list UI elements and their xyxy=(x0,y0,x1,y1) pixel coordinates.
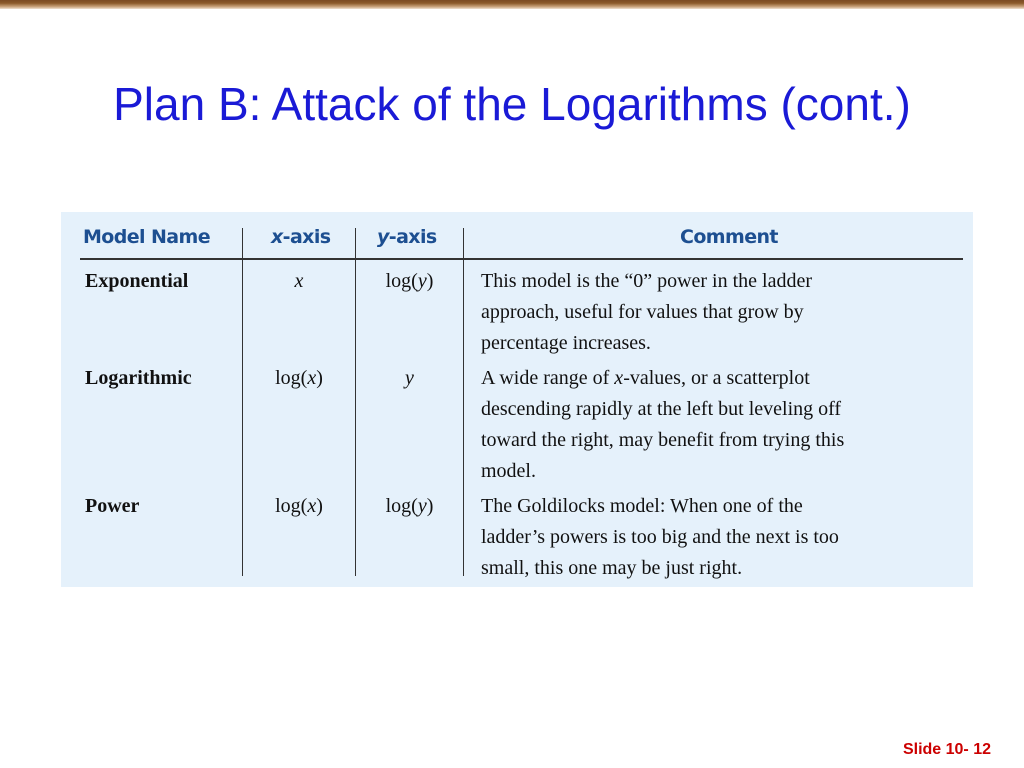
row-logarithmic-y: y xyxy=(405,367,414,389)
header-model-name: Model Name xyxy=(83,226,210,248)
row-logarithmic-comment: A wide range of x-values, or a scatterplot descending rapidly at the left but leveling off toward the right, may benefit from trying this model. xyxy=(481,367,845,482)
row-power-y: log(y) xyxy=(385,495,434,517)
row-exponential-y: log(y) xyxy=(385,270,434,292)
row-power-comment: The Goldilocks model: When one of the ladder’s powers is too big and the next is too small, this one may be just right. xyxy=(481,495,839,579)
row-exponential-comment: This model is the “0” power in the ladder approach, useful for values that grow by percentage increases. xyxy=(481,270,813,354)
row-exponential-x: x xyxy=(294,270,304,292)
row-logarithmic-x: log(x) xyxy=(275,367,323,389)
top-decorative-bar xyxy=(0,0,1024,9)
row-logarithmic-name: Logarithmic xyxy=(85,367,192,389)
slide-number: Slide 10- 12 xyxy=(902,741,991,758)
slide-title: Plan B: Attack of the Logarithms (cont.) xyxy=(113,78,911,130)
row-power-name: Power xyxy=(85,495,140,517)
row-exponential-name: Exponential xyxy=(85,270,189,292)
header-y-axis-suffix: -axis xyxy=(388,226,437,248)
column-divider-3 xyxy=(463,228,464,576)
row-power-x: log(x) xyxy=(275,495,323,517)
header-x-axis xyxy=(271,226,330,248)
header-x-axis-suffix: -axis xyxy=(282,226,331,248)
header-x-axis-var: x xyxy=(271,226,283,248)
header-y-axis xyxy=(377,226,437,248)
header-y-axis-var: y xyxy=(377,226,389,248)
header-rule xyxy=(80,258,963,260)
models-table xyxy=(61,212,973,587)
header-comment: Comment xyxy=(680,226,778,248)
